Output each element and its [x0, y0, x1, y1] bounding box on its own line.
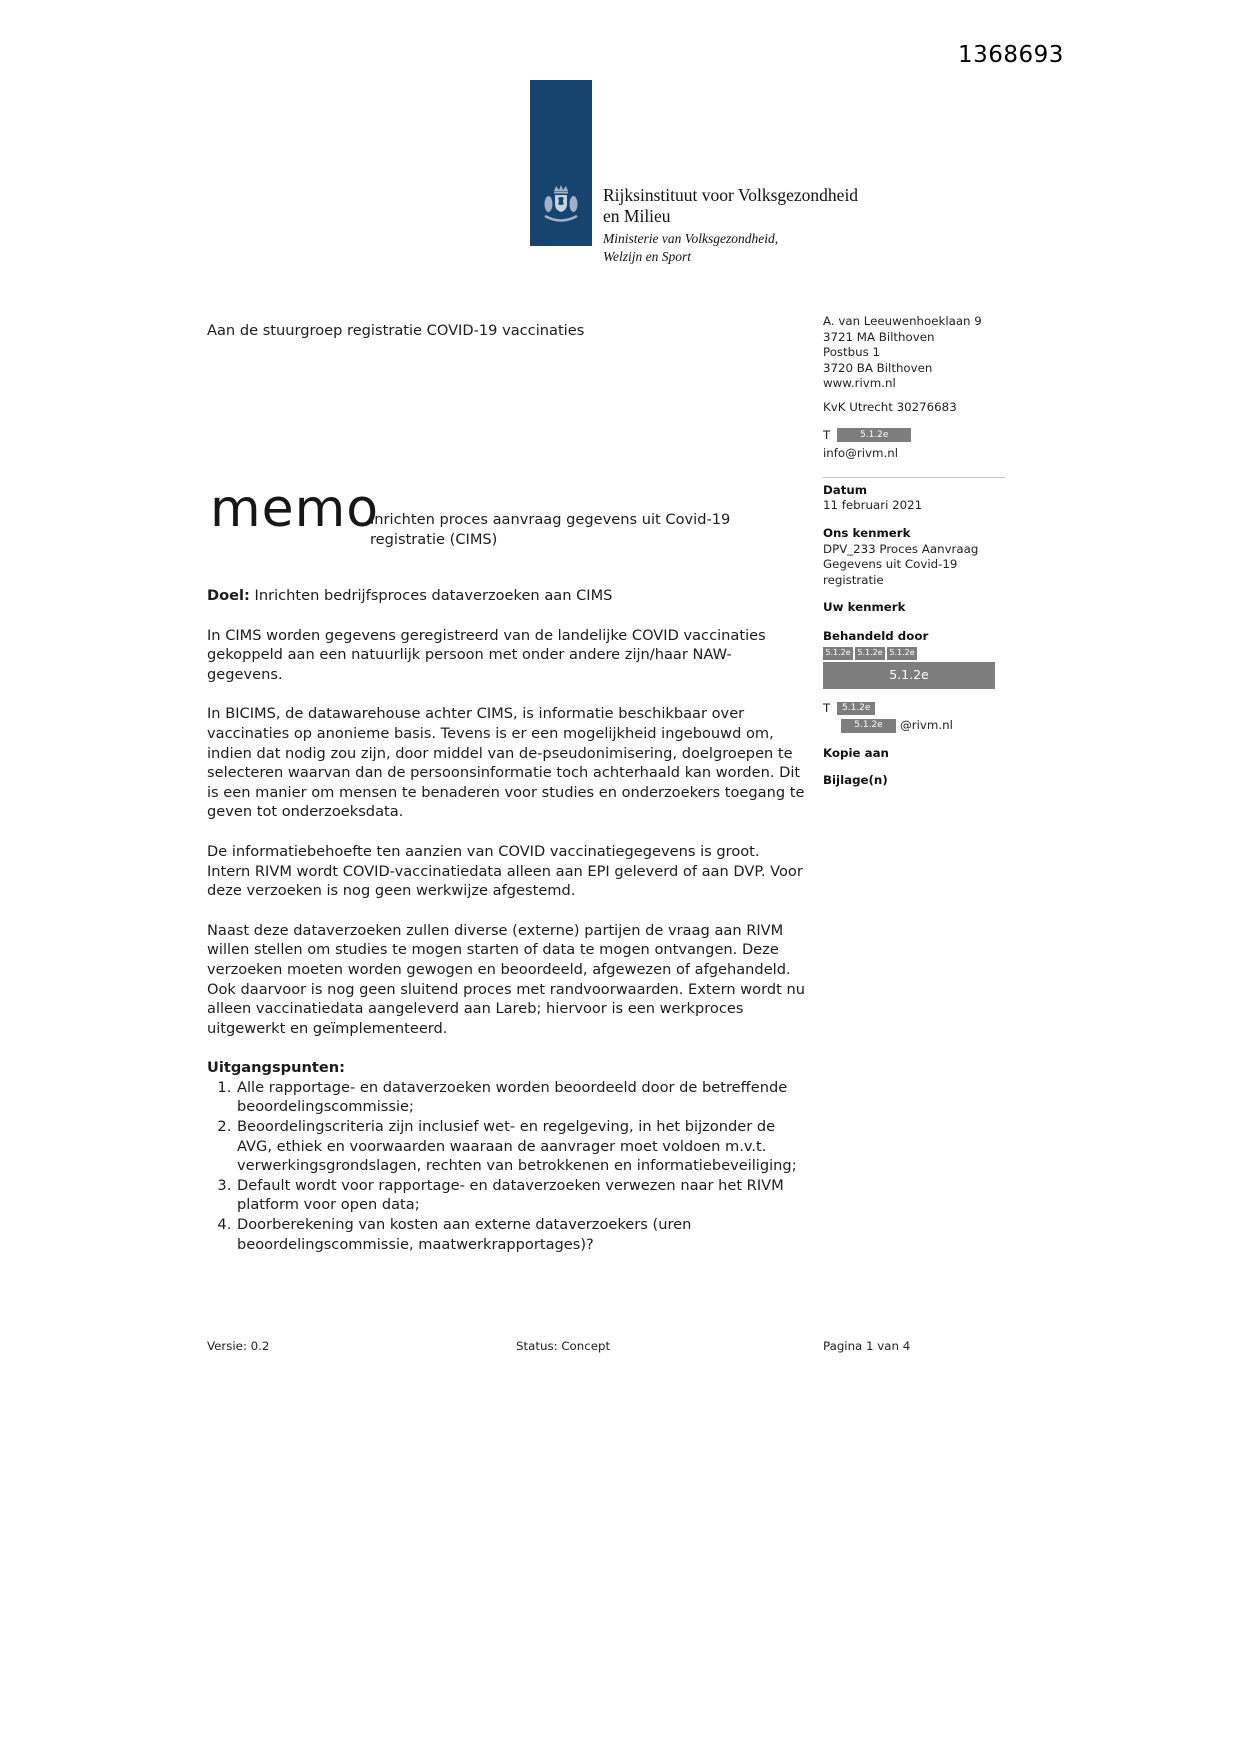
- memo-subtitle-line1: Inrichten proces aanvraag gegevens uit Covid-19: [370, 511, 731, 528]
- uitgangspunten-heading: Uitgangspunten:: [207, 1059, 345, 1077]
- phone-row-2: [823, 701, 1009, 717]
- ministry-line2: Welzijn en Sport: [603, 248, 692, 264]
- recipient-line: Aan de stuurgroep registratie COVID-19 vaccinaties: [207, 322, 585, 339]
- logo-blue-bar: [530, 80, 592, 246]
- footer-status: Status: Concept: [516, 1339, 611, 1353]
- memo-subtitle: [370, 510, 800, 549]
- kvk-number: KvK Utrecht 30276683: [823, 399, 957, 414]
- footer-version: Versie: 0.2: [207, 1339, 270, 1353]
- sidebar-divider: [823, 477, 1005, 478]
- ministry-line1: Ministerie van Volksgezondheid,: [603, 231, 779, 246]
- redaction-box: 5.1.2e: [855, 647, 885, 660]
- uw-kenmerk-label: Uw kenmerk: [823, 600, 906, 615]
- behandeld-door-label: Behandeld door: [823, 628, 929, 643]
- list-item: 3. Default wordt voor rapportage- en dataverzoeken verwezen naar het RIVM platform voor open data;: [236, 1176, 807, 1215]
- document-id-number: 1368693: [958, 42, 1064, 68]
- email-address: info@rivm.nl: [823, 446, 899, 461]
- uitgangspunten-list: [207, 1078, 807, 1254]
- redaction-box: 5.1.2e: [823, 647, 853, 660]
- redacted-email-row: [841, 718, 1009, 734]
- list-item: 4. Doorberekening van kosten aan externe dataverzoekers (uren beoordelingscommissie, maatwerkrapportages)?: [236, 1215, 807, 1254]
- phone-label: T: [823, 427, 831, 442]
- memo-body: [207, 586, 807, 1254]
- letterhead-sidebar: [823, 314, 1009, 789]
- paragraph-informatiebehoefte: De informatiebehoefte ten aanzien van COVID vaccinatiegegevens is groot. Intern RIVM wordt COVID-vaccinatiedata alleen aan EPI geleverd of aan DVP. Voor deze verzoeken is nog geen werkwijze afgestemd.: [207, 842, 803, 900]
- address-line: Postbus 1: [823, 345, 881, 360]
- coat-of-arms-icon: [543, 184, 579, 230]
- logo-text: [603, 80, 858, 265]
- ons-kenmerk-value: DPV_233 Proces Aanvraag Gegevens uit Covid-19 registratie: [823, 541, 979, 587]
- address-line: A. van Leeuwenhoeklaan 9: [823, 314, 982, 328]
- org-name-line2: en Milieu: [603, 206, 671, 226]
- rivm-logo: [530, 80, 858, 265]
- website-url: www.rivm.nl: [823, 376, 896, 391]
- redaction-box-large: 5.1.2e: [823, 662, 995, 689]
- org-name-line1: Rijksinstituut voor Volksgezondheid: [603, 185, 859, 205]
- bijlage-label: Bijlage(n): [823, 773, 888, 788]
- kopie-aan-label: Kopie aan: [823, 745, 889, 760]
- redaction-box: 5.1.2e: [841, 719, 896, 733]
- phone-label: T: [823, 700, 831, 715]
- address-line: 3720 BA Bilthoven: [823, 360, 933, 375]
- behandeld-redactions-row: [823, 647, 1009, 660]
- datum-value: 11 februari 2021: [823, 498, 923, 513]
- doel-label: Doel:: [207, 587, 250, 604]
- redaction-box: 5.1.2e: [837, 702, 875, 715]
- address-block: [823, 314, 1009, 392]
- redaction-box: 5.1.2e: [887, 647, 917, 660]
- memo-subtitle-line2: registratie (CIMS): [370, 530, 498, 548]
- memo-title: memo: [210, 479, 380, 539]
- email-domain: @rivm.nl: [900, 718, 953, 733]
- ons-kenmerk-label: Ons kenmerk: [823, 525, 911, 540]
- list-item: 2. Beoordelingscriteria zijn inclusief wet- en regelgeving, in het bijzonder de AVG, ethiek en voorwaarden waaraan de aanvrager moet voldoen m.v.t. verwerkingsgrondslagen, rechten van betrokkenen en informatiebeveiliging;: [236, 1117, 807, 1176]
- memo-header: [210, 479, 830, 548]
- redaction-box: 5.1.2e: [837, 428, 911, 442]
- datum-label: Datum: [823, 482, 868, 497]
- footer-page-number: Pagina 1 van 4: [823, 1339, 911, 1353]
- address-line: 3721 MA Bilthoven: [823, 329, 935, 344]
- list-item: 1. Alle rapportage- en dataverzoeken worden beoordeeld door de betreffende beoordelingscommissie;: [236, 1078, 807, 1117]
- phone-row: [823, 428, 1009, 444]
- paragraph-bicims: In BICIMS, de datawarehouse achter CIMS, is informatie beschikbaar over vaccinaties op anonieme basis. Tevens is er een mogelijkheid ingebouwd om, indien dat nodig zou zijn, door middel van de-pseudonimisering, doelgroepen te selecteren waarvan dan de persoonsinformatie toch achterhaald kan worden. Dit is een manier om mensen te benaderen voor studies en onderzoekers toegang te geven tot onderzoeksdata.: [207, 705, 805, 821]
- paragraph-dataverzoeken: Naast deze dataverzoeken zullen diverse (externe) partijen de vraag aan RIVM willen stellen om studies te mogen starten of data te mogen ontvangen. Deze verzoeken moeten worden gewogen en beoordeeld, afgewezen of afgehandeld. Ook daarvoor is nog geen sluitend proces met randvoorwaarden. Extern wordt nu alleen vaccinatiedata aangeleverd aan Lareb; hiervoor is een werkproces uitgewerkt en geïmplementeerd.: [207, 921, 805, 1037]
- paragraph-cims: In CIMS worden gegevens geregistreerd van de landelijke COVID vaccinaties gekoppeld aan een natuurlijk persoon met onder andere zijn/haar NAW-gegevens.: [207, 626, 766, 683]
- doel-line: [207, 586, 807, 606]
- doel-text: Inrichten bedrijfsproces dataverzoeken aan CIMS: [254, 587, 613, 604]
